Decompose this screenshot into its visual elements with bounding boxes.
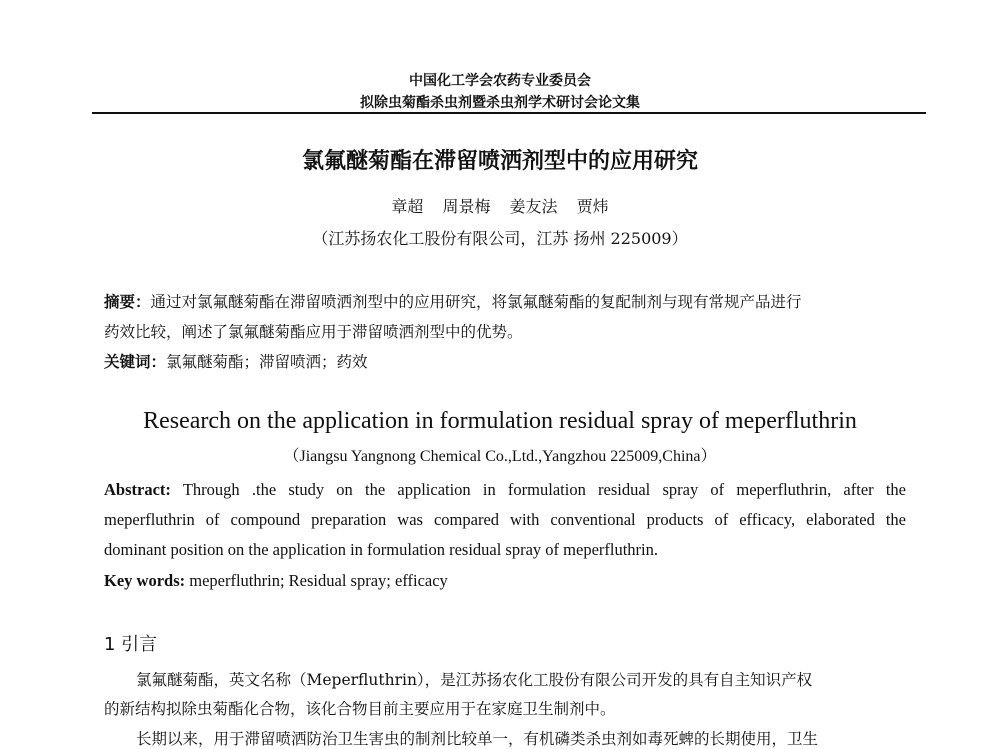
para1-line1: 氯氟醚菊酯，英文名称（Meperfluthrin），是江苏扬农化工股份有限公司开发的具有自主知识产权: [136, 671, 813, 689]
section-heading: 1 引言: [104, 634, 158, 655]
abstract-cn-label: 摘要：: [104, 292, 151, 311]
proceedings-org: 中国化工学会农药专业委员会: [409, 73, 591, 89]
authors: 章超 周景梅 姜友法 贾炜: [391, 197, 609, 216]
abstract-en-line2: meperfluthrin of compound preparation was compared with conventional products of efficacy, elaborated the: [104, 510, 906, 529]
abstract-cn-line2: 药效比较，阐述了氯氟醚菊酯应用于滞留喷洒剂型中的优势。: [104, 323, 523, 341]
english-title: Research on the application in formulation residual spray of meperfluthrin: [143, 408, 857, 434]
keywords-cn-text: 氯氟醚菊酯；滞留喷洒；药效: [166, 353, 368, 371]
keywords-en-label: Key words:: [104, 571, 186, 590]
keywords-cn: [104, 350, 368, 372]
paper-title: 氯氟醚菊酯在滞留喷洒剂型中的应用研究: [301, 149, 698, 174]
abstract-cn-text: 通过对氯氟醚菊酯在滞留喷洒剂型中的应用研究，将氯氟醚菊酯的复配制剂与现有常规产品进行: [150, 293, 802, 311]
para2-line1: 长期以来，用于滞留喷洒防治卫生害虫的制剂比较单一，有机磷类杀虫剂如毒死蜱的长期使用，卫生: [136, 730, 819, 748]
header-rule: [92, 112, 926, 114]
para1-line2: 的新结构拟除虫菊酯化合物，该化合物目前主要应用于在家庭卫生制剂中。: [104, 700, 616, 718]
keywords-en: [104, 571, 906, 591]
abstract-en-line1: [104, 480, 906, 500]
english-affiliation: （Jiangsu Yangnong Chemical Co.,Ltd.,Yangzhou 225009,China）: [283, 448, 717, 465]
abstract-en-label: Abstract:: [104, 480, 171, 499]
abstract-cn-line1: [104, 290, 802, 312]
abstract-en-line3: dominant position on the application in formulation residual spray of meperfluthrin.: [104, 540, 659, 559]
keywords-en-text: meperfluthrin; Residual spray; efficacy: [189, 571, 448, 590]
proceedings-title: 拟除虫菊酯杀虫剂暨杀虫剂学术研讨会论文集: [360, 95, 640, 111]
abstract-en-text: Through .the study on the application in formulation residual spray of meperfluthrin, after the: [182, 480, 907, 499]
affiliation: （江苏扬农化工股份有限公司，江苏 扬州 225009）: [312, 229, 688, 248]
keywords-cn-label: 关键词：: [104, 352, 167, 371]
